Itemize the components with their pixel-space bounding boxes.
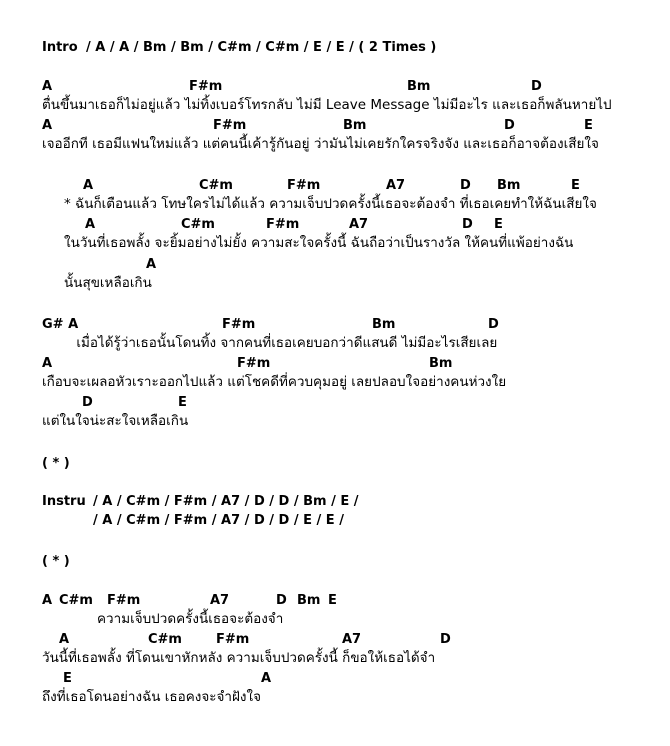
chord-label: D — [460, 178, 471, 193]
chord-label: A7 — [342, 632, 362, 647]
chord-label: A — [261, 671, 272, 686]
chord-label: C#m — [59, 593, 93, 608]
chord-label: A — [42, 593, 53, 608]
chord-label: D — [531, 79, 542, 94]
chord-label: A7 — [210, 593, 230, 608]
repeat-chorus-marker: ( * ) — [42, 554, 70, 569]
chord-label: D — [488, 317, 499, 332]
chord-label: A — [83, 178, 94, 193]
chord-label: F#m — [237, 356, 271, 371]
intro-progression: / A / A / Bm / Bm / C#m / C#m / E / E / ( 2 Times ) — [86, 40, 437, 55]
chord-label: C#m — [199, 178, 233, 193]
chord-label: F#m — [213, 118, 247, 133]
instru-label: Instru — [42, 494, 86, 509]
lyric-line: เจออีกที เธอมีแฟนใหม่แล้ว แต่คนนี้เค้ารู้กันอยู่ ว่ามันไม่เคยรักใครจริงจัง และเธอก็อาจต้องเสียใจ — [42, 136, 599, 152]
chord-label: E — [571, 178, 580, 193]
chord-label: Bm — [372, 317, 396, 332]
chord-label: F#m — [222, 317, 256, 332]
chord-label: Bm — [297, 593, 321, 608]
chord-label: E — [328, 593, 337, 608]
lyric-line: ความเจ็บปวดครั้งนี้เธอจะต้องจำ — [97, 611, 284, 627]
chord-label: Bm — [497, 178, 521, 193]
chord-label: D — [462, 217, 473, 232]
instru-line-2: / A / C#m / F#m / A7 / D / D / E / E / — [93, 513, 344, 528]
chord-label: A7 — [386, 178, 406, 193]
chord-label: F#m — [189, 79, 223, 94]
chord-label: Bm — [407, 79, 431, 94]
chord-label: D — [276, 593, 287, 608]
chord-label: A — [42, 356, 53, 371]
lyric-line: ในวันที่เธอพลั้ง จะยิ้มอย่างไม่ยั้ง ความสะใจครั้งนี้ ฉันถือว่าเป็นรางวัล ให้คนที่แพ้อย่างฉัน — [64, 235, 574, 251]
chord-label: A7 — [349, 217, 369, 232]
lyric-line: วันนี้ที่เธอพลั้ง ที่โดนเขาหักหลัง ความเจ็บปวดครั้งนี้ ก็ขอให้เธอได้จำ — [42, 650, 436, 666]
lyric-line: เมื่อได้รู้ว่าเธอนั้นโดนทิ้ง จากคนที่เธอเคยบอกว่าดีแสนดี ไม่มีอะไรเสียเลย — [42, 335, 498, 351]
chord-label: F#m — [287, 178, 321, 193]
lyric-line: ถึงที่เธอโดนอย่างฉัน เธอคงจะจำฝังใจ — [42, 689, 262, 705]
lyric-line: นั้นสุขเหลือเกิน — [64, 275, 152, 291]
chord-label: A — [42, 79, 53, 94]
lyric-line: แต่ในใจน่ะสะใจเหลือเกิน — [42, 413, 189, 429]
chord-label: A — [59, 632, 70, 647]
chord-label: C#m — [148, 632, 182, 647]
chord-label: Bm — [343, 118, 367, 133]
chord-label: A — [85, 217, 96, 232]
chord-label: Bm — [429, 356, 453, 371]
intro-label: Intro — [42, 40, 78, 55]
repeat-chorus-marker: ( * ) — [42, 456, 70, 471]
chord-label: G# A — [42, 317, 79, 332]
instru-line-1: / A / C#m / F#m / A7 / D / D / Bm / E / — [93, 494, 359, 509]
chord-label: C#m — [181, 217, 215, 232]
lyric-line: เกือบจะเผลอหัวเราะออกไปแล้ว แต่โชคดีที่ควบคุมอยู่ เลยปลอบใจอย่างคนห่วงใย — [42, 374, 507, 390]
chord-label: A — [42, 118, 53, 133]
chord-label: E — [63, 671, 72, 686]
chord-label: D — [504, 118, 515, 133]
chord-label: D — [440, 632, 451, 647]
chord-label: F#m — [266, 217, 300, 232]
chord-label: E — [494, 217, 503, 232]
lyric-line: ตื่นขึ้นมาเธอก็ไม่อยู่แล้ว ไม่ทิ้งเบอร์โทรกลับ ไม่มี Leave Message ไม่มีอะไร และเธอก็พลันหายไป — [42, 97, 612, 113]
chord-label: E — [584, 118, 593, 133]
chord-label: F#m — [107, 593, 141, 608]
chord-label: D — [82, 395, 93, 410]
chord-label: A — [146, 257, 157, 272]
chord-label: E — [178, 395, 187, 410]
lyric-line: * ฉันก็เตือนแล้ว โทษใครไม่ได้แล้ว ความเจ็บปวดครั้งนี้เธอจะต้องจำ ที่เธอเคยทำให้ฉันเสียใจ — [64, 196, 597, 212]
chord-label: F#m — [216, 632, 250, 647]
